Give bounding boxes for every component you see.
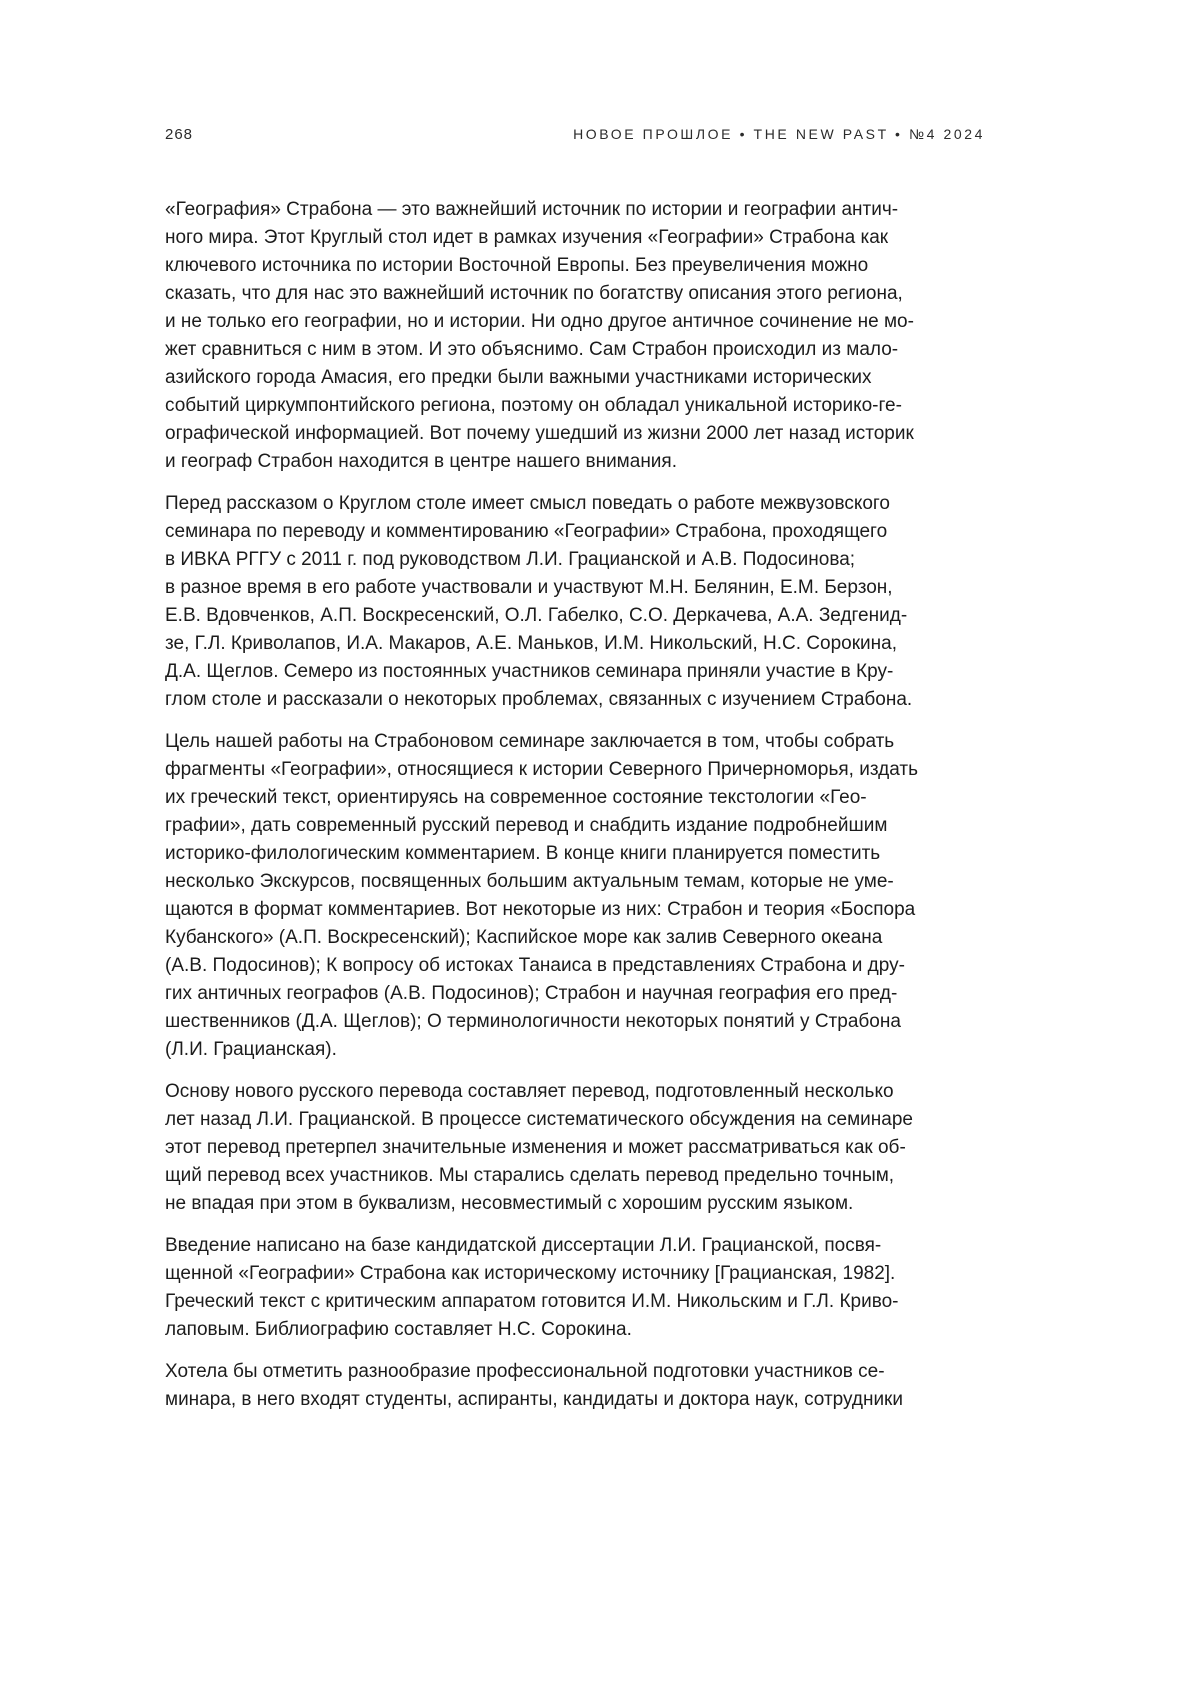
paragraph-translation-basis: Основу нового русского перевода составляет перевод, подготовленный несколько лет назад Л.И. Грацианской. В процессе систематического обсуждения на семинаре этот перевод претерпел значительные изменения и может рассматриваться как об- щий перевод всех участников. Мы старались сделать перевод предельно точным, не впадая при этом в буквализм, несовместимый с хорошим русским языком. xyxy=(165,1081,913,1214)
article-body xyxy=(165,196,990,1428)
paragraph-intro-strabo-source: «География» Страбона — это важнейший источник по истории и географии антич- ного мира. Этот Круглый стол идет в рамках изучения «Географии» Страбона как ключевого источника по истории Восточной Европы. Без преувеличения можно сказать, что для нас это важнейший источник по богатству описания этого региона, и не только его географии, но и истории. Ни одно другое античное сочинение не мо- жет сравниться с ним в этом. И это объяснимо. Сам Страбон происходил из мало- азийского города Амасия, его предки были важными участниками исторических событий циркумпонтийского региона, поэтому он обладал уникальной историко-ге- ографической информацией. Вот почему ушедший из жизни 2000 лет назад историк и географ Страбон находится в центре нашего внимания. xyxy=(165,199,914,472)
paragraph-participants-diversity: Хотела бы отметить разнообразие профессиональной подготовки участников се- минара, в него входят студенты, аспиранты, кандидаты и доктора наук, сотрудники xyxy=(165,1361,903,1410)
page-header xyxy=(165,126,985,143)
journal-running-title: НОВОЕ ПРОШЛОЕ • THE NEW PAST • №4 2024 xyxy=(573,126,985,142)
paragraph-seminar-history: Перед рассказом о Круглом столе имеет смысл поведать о работе межвузовского семинара по переводу и комментированию «Географии» Страбона, проходящего в ИВКА РГГУ с 2011 г. под руководством Л.И. Грацианской и А.В. Подосинова; в разное время в его работе участвовали и участвуют М.Н. Белянин, Е.М. Берзон, Е.В. Вдовченков, А.П. Воскресенский, О.Л. Габелко, С.О. Деркачева, А.А. Зедгенид- зе, Г.Л. Криволапов, И.А. Макаров, А.Е. Маньков, И.М. Никольский, Н.С. Сорокина, Д.А. Щеглов. Семеро из постоянных участников семинара приняли участие в Кру- глом столе и рассказали о некоторых проблемах, связанных с изучением Страбона. xyxy=(165,493,913,710)
page-number: 268 xyxy=(165,126,194,143)
paragraph-seminar-goals: Цель нашей работы на Страбоновом семинаре заключается в том, чтобы собрать фрагменты «Географии», относящиеся к истории Северного Причерноморья, издать их греческий текст, ориентируясь на современное состояние текстологии «Гео- графии», дать современный русский перевод и снабдить издание подробнейшим историко-филологическим комментарием. В конце книги планируется поместить несколько Экскурсов, посвященных большим актуальным темам, которые не уме- щаются в формат комментариев. Вот некоторые из них: Страбон и теория «Боспора Кубанского» (А.П. Воскресенский); Каспийское море как залив Северного океана (А.В. Подосинов); К вопросу об истоках Танаиса в представлениях Страбона и дру- гих античных географов (А.В. Подосинов); Страбон и научная география его пред- шественников (Д.А. Щеглов); О терминологичности некоторых понятий у Страбона (Л.И. Грацианская). xyxy=(165,731,918,1060)
paragraph-introduction-and-apparatus: Введение написано на базе кандидатской диссертации Л.И. Грацианской, посвя- щенной «Географии» Страбона как историческому источнику [Грацианская, 1982]. Греческий текст с критическим аппаратом готовится И.М. Никольским и Г.Л. Криво- лаповым. Библиографию составляет Н.С. Сорокина. xyxy=(165,1235,899,1340)
